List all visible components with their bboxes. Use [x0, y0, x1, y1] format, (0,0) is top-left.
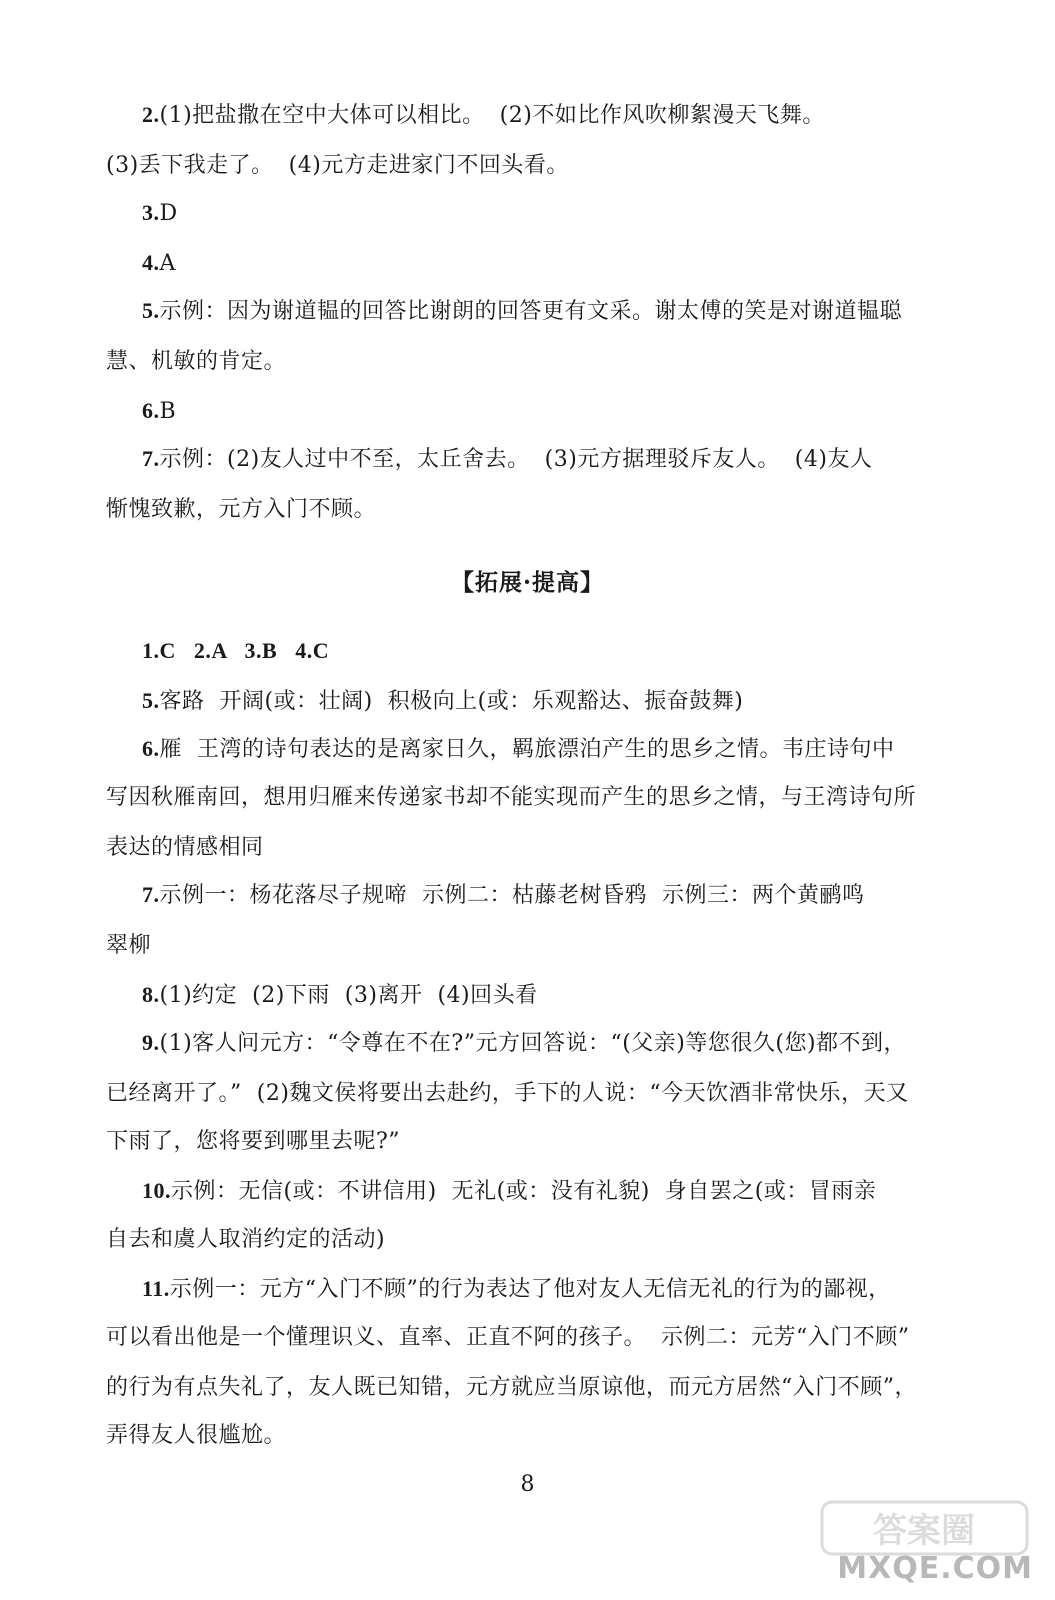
answer-line: 下雨了，您将要到哪里去呢?” — [106, 1129, 401, 1154]
answer-line: 的行为有点失礼了，友人既已知错，元方就应当原谅他，而元方居然“入门不顾”， — [106, 1375, 917, 1400]
answer-line: 1.C 2.A 3.B 4.C — [142, 638, 330, 663]
answer-line: 5.示例：因为谢道韫的回答比谢朗的回答更有文采。谢太傅的笑是对谢道韫聪 — [142, 298, 903, 324]
answer-line: 3.D — [142, 200, 178, 226]
watermark-text: MXQE.COM — [837, 1551, 1033, 1586]
answer-line: 已经离开了。” (2)魏文侯将要出去赴约，手下的人说：“今天饮酒非常快乐，天又 — [106, 1081, 909, 1106]
answer-line: 8.(1)约定 (2)下雨 (3)离开 (4)回头看 — [142, 982, 538, 1008]
answer-line: 9.(1)客人问元方：“令尊在不在?”元方回答说：“(父亲)等您很久(您)都不到， — [142, 1030, 907, 1056]
answer-line: 5.客路 开阔(或：壮阔) 积极向上(或：乐观豁达、振奋鼓舞) — [142, 688, 744, 714]
answer-line: 惭愧致歉，元方入门不顾。 — [106, 497, 377, 522]
section-title: 【拓展·提高】 — [450, 569, 604, 596]
answer-line: 慧、机敏的肯定。 — [106, 349, 287, 374]
page-number: 8 — [520, 1472, 535, 1497]
answer-line: (3)丢下我走了。 (4)元方走进家门不回头看。 — [106, 153, 569, 178]
answer-line: 写因秋雁南回，想用归雁来传递家书却不能实现而产生的思乡之情，与王湾诗句所 — [106, 785, 917, 810]
answer-line: 10.示例：无信(或：不讲信用) 无礼(或：没有礼貌) 身自罢之(或：冒雨亲 — [142, 1178, 877, 1204]
answer-line: 自去和虞人取消约定的活动) — [106, 1227, 386, 1252]
watermark-logo-text: 答案圈 — [873, 1511, 975, 1551]
answer-line: 可以看出他是一个懂理识义、直率、正直不阿的孩子。 示例二：元芳“入门不顾” — [106, 1325, 910, 1350]
answer-line: 11.示例一：元方“入门不顾”的行为表达了他对友人无信无礼的行为的鄙视， — [142, 1276, 891, 1302]
answer-line: 弄得友人很尴尬。 — [106, 1423, 287, 1448]
answer-line: 6.B — [142, 398, 177, 424]
answer-line: 翠柳 — [106, 933, 152, 958]
answer-line: 4.A — [142, 250, 176, 276]
answer-line: 2.(1)把盐撒在空中大体可以相比。 (2)不如比作风吹柳絮漫天飞舞。 — [142, 102, 825, 128]
answer-line: 6.雁 王湾的诗句表达的是离家日久，羁旅漂泊产生的思乡之情。韦庄诗句中 — [142, 736, 895, 762]
answer-line: 7.示例一：杨花落尽子规啼 示例二：枯藤老树昏鸦 示例三：两个黄鹂鸣 — [142, 882, 865, 908]
answer-line: 表达的情感相同 — [106, 835, 264, 860]
answer-line: 7.示例：(2)友人过中不至，太丘舍去。 (3)元方据理驳斥友人。 (4)友人 — [142, 446, 873, 472]
